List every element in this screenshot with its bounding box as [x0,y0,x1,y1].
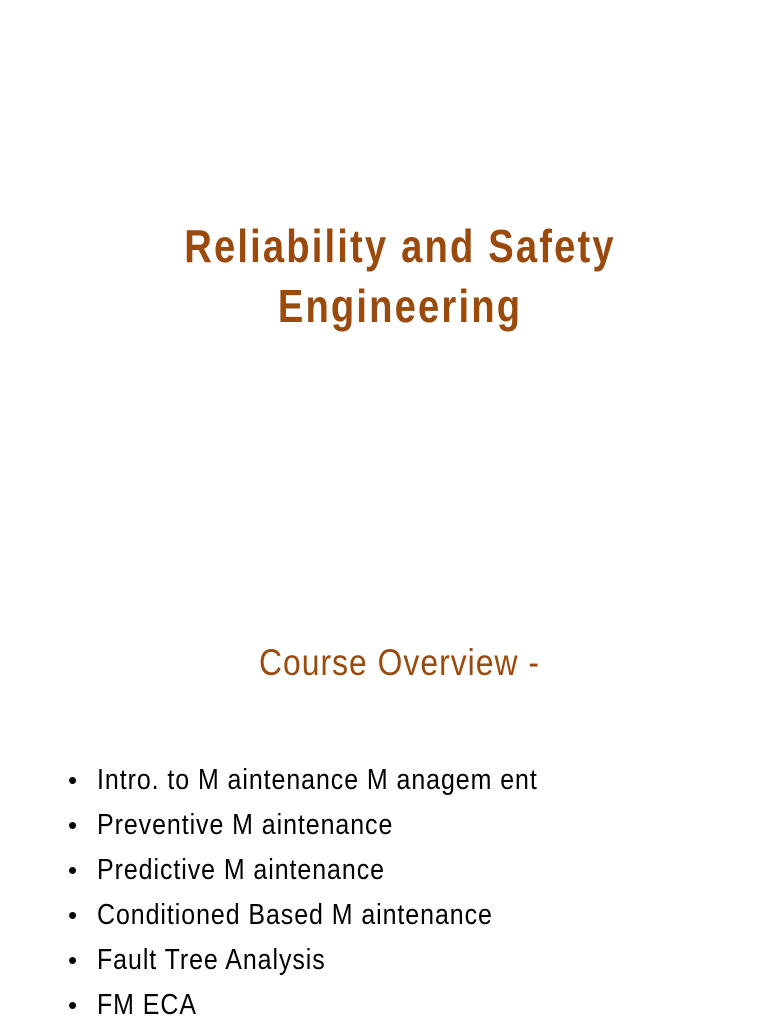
bullet-point-icon: • [68,990,78,1020]
bullet-point-icon: • [68,765,78,795]
bullet-text: Preventive M aintenance [97,809,394,841]
title-line-2: Engineering [277,280,523,332]
bullet-point-icon: • [68,945,78,975]
bullet-text: Fault Tree Analysis [97,944,326,976]
bullet-point-icon: • [68,900,78,930]
title-line-1: Reliability and Safety [184,220,616,272]
slide-title [68,216,732,336]
bullet-point-icon: • [68,810,78,840]
bullet-text: Predictive M aintenance [97,854,385,886]
bullet-text: Conditioned Based M aintenance [97,899,493,931]
slide-subtitle: Course Overview - [259,642,541,683]
bullet-text: FM ECA [97,989,197,1021]
bullet-point-icon: • [68,855,78,885]
bullet-text: Intro. to M aintenance M anagem ent [97,764,538,796]
